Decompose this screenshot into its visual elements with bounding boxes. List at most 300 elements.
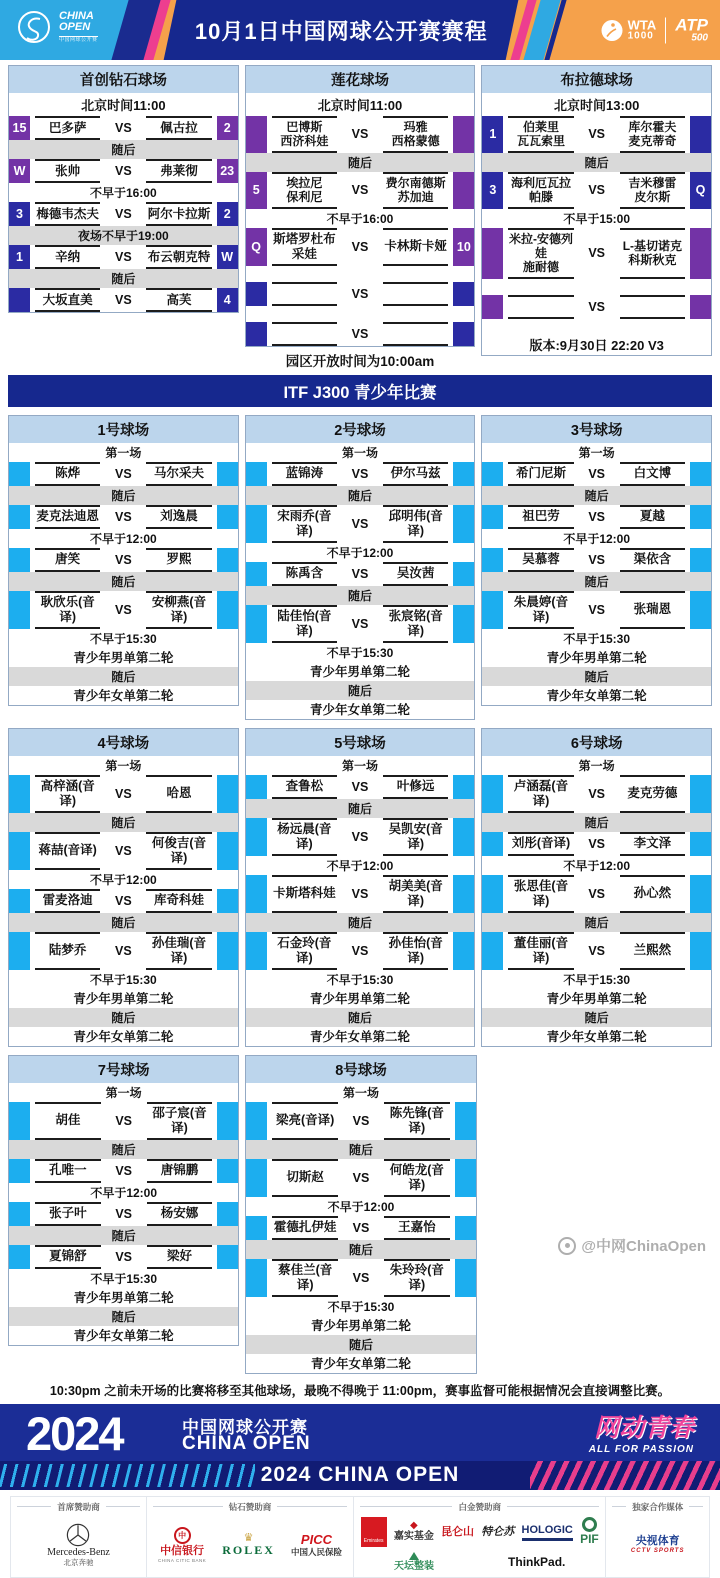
seed-badge xyxy=(9,832,30,870)
seed-badge xyxy=(482,295,503,319)
player-name: 兰熙然 xyxy=(633,943,672,958)
match-row xyxy=(246,875,475,913)
logo-line-2: OPEN xyxy=(59,21,91,34)
citic-logo xyxy=(158,1527,206,1563)
player-name: 张帅 xyxy=(55,163,81,178)
player-name: 罗熙 xyxy=(166,552,192,567)
player-names xyxy=(272,1102,338,1140)
player-names xyxy=(35,591,100,629)
separator-row: 随后 xyxy=(9,1140,238,1159)
court-header: 8号球场 xyxy=(246,1056,475,1083)
player-name: 卡斯塔科娃 xyxy=(273,886,336,901)
separator-row: 随后 xyxy=(482,572,711,591)
seed-badge xyxy=(482,775,503,813)
player-name: 胡佳 xyxy=(55,1113,81,1128)
player-name: 卢涵磊(音译) xyxy=(513,778,569,808)
junior-court-block xyxy=(481,415,712,706)
tour-logos xyxy=(600,17,708,44)
vs-label: VS xyxy=(115,552,132,567)
seed-badge xyxy=(217,548,238,572)
separator-row: 随后 xyxy=(246,681,475,700)
player-name: 大坂直美 xyxy=(42,292,93,307)
player-name: 玛雅 xyxy=(403,120,428,134)
player-name: 梁亮(音译) xyxy=(276,1113,335,1128)
schedule-footnote: 10:30pm 之前未开场的比赛将移至其他球场，最晚不得晚于 11:00pm，赛事监督可能根据情况会直接调整比赛。 xyxy=(49,1383,671,1398)
player-names xyxy=(146,548,211,572)
player-name: 皮尔斯 xyxy=(634,190,671,205)
player-name: 梅德韦杰夫 xyxy=(36,206,99,221)
event-label: 青少年男单第二轮 xyxy=(310,665,411,680)
player-name: 陆佳怡(音译) xyxy=(277,608,332,638)
match-row xyxy=(9,116,238,140)
event-label: 青少年男单第二轮 xyxy=(73,1291,174,1306)
match-row xyxy=(9,159,238,183)
separator-row: 第一场 xyxy=(9,756,238,775)
event-row xyxy=(9,648,238,667)
player-names xyxy=(147,1159,213,1183)
player-names xyxy=(146,116,211,140)
event-label: 青少年女单第二轮 xyxy=(73,689,174,704)
note-label: 版本:9月30日 22:20 V3 xyxy=(529,338,664,354)
vs-label: VS xyxy=(352,1113,370,1128)
court-header: 布拉德球场 xyxy=(482,66,711,93)
seed-badge: 1 xyxy=(9,245,30,269)
match-row xyxy=(9,505,238,529)
seed-badge xyxy=(217,1245,238,1269)
player-names xyxy=(383,228,448,266)
player-name: 张瑞恩 xyxy=(633,602,672,617)
zigzag-decor-icon xyxy=(0,1464,255,1487)
player-name: 祖巴劳 xyxy=(522,509,560,524)
sponsor-group xyxy=(11,1497,147,1577)
court-header: 3号球场 xyxy=(482,416,711,443)
seed-badge xyxy=(455,1159,476,1197)
player-names xyxy=(383,932,448,970)
separator-row: 随后 xyxy=(482,667,711,686)
event-label: 青少年女单第二轮 xyxy=(310,1357,411,1372)
seed-badge xyxy=(455,1216,476,1240)
vs-label: VS xyxy=(115,602,132,617)
junior-court-block xyxy=(8,1055,239,1346)
event-row xyxy=(246,700,475,719)
match-row xyxy=(482,775,711,813)
mercedes-logo-text: 北京奔驰 xyxy=(63,1557,94,1567)
rolex-logo-text: ROLEX xyxy=(222,1542,275,1557)
court-header: 6号球场 xyxy=(482,729,711,756)
separator-row: 随后 xyxy=(246,1140,475,1159)
player-names xyxy=(620,875,685,913)
player-names xyxy=(147,1245,213,1269)
player-names xyxy=(146,159,211,183)
player-names xyxy=(272,462,337,486)
match-row xyxy=(246,932,475,970)
harvest-diamond-icon: ◆ xyxy=(409,1520,418,1532)
separator-row: 随后 xyxy=(9,667,238,686)
tiantan-logo xyxy=(394,1552,434,1573)
itf-section-header: ITF J300 青少年比赛 xyxy=(8,375,712,407)
separator-row: 随后 xyxy=(482,486,711,505)
event-label: 青少年男单第二轮 xyxy=(546,651,647,666)
player-names xyxy=(272,505,337,543)
seed-badge xyxy=(453,172,474,209)
player-name: 陈烨 xyxy=(55,466,81,481)
seed-badge xyxy=(482,875,503,913)
player-names xyxy=(508,116,573,153)
separator-row: 随后 xyxy=(9,140,238,159)
seed-badge xyxy=(217,932,238,970)
player-name: 巴多萨 xyxy=(48,120,87,135)
player-name: 何俊吉(音译) xyxy=(151,835,207,865)
vs-label: VS xyxy=(588,602,606,617)
seed-badge xyxy=(9,462,30,486)
sponsor-logos xyxy=(153,1513,347,1575)
player-names xyxy=(383,818,448,856)
separator-row: 第一场 xyxy=(482,756,711,775)
china-open-logo xyxy=(16,9,98,45)
match-row xyxy=(9,1102,238,1140)
citic-logo-text: 中信银行 xyxy=(160,1545,205,1558)
vs-label: VS xyxy=(588,886,606,901)
event-row xyxy=(246,1316,475,1335)
seed-badge: W xyxy=(9,159,30,183)
player-names xyxy=(272,562,337,586)
seed-badge xyxy=(246,1216,267,1240)
event-label: 青少年女单第二轮 xyxy=(73,1329,174,1344)
player-names xyxy=(383,282,448,306)
seed-badge xyxy=(246,1102,267,1140)
seed-badge xyxy=(453,116,474,153)
vs-label: VS xyxy=(352,1270,370,1285)
separator-row xyxy=(246,266,475,282)
player-name: 麦克法迪恩 xyxy=(36,509,99,524)
separator-row: 不早于15:30 xyxy=(246,970,475,989)
match-row xyxy=(246,1216,475,1240)
seed-badge xyxy=(690,462,711,486)
match-row xyxy=(482,295,711,319)
seed-badge xyxy=(9,775,30,813)
seed-badge xyxy=(690,932,711,970)
player-name: 夏锦舒 xyxy=(49,1249,87,1264)
rolex-logo xyxy=(222,1533,275,1558)
player-names xyxy=(272,775,337,799)
player-names xyxy=(383,875,448,913)
seed-badge xyxy=(453,932,474,970)
court-block xyxy=(245,65,476,347)
vs-label: VS xyxy=(115,1163,133,1178)
picc-logo-text: PICC xyxy=(300,1531,332,1547)
court-header: 5号球场 xyxy=(246,729,475,756)
vs-label: VS xyxy=(351,127,369,142)
cctv-logo xyxy=(631,1535,685,1555)
page-title: 10月1日中国网球公开赛赛程 xyxy=(194,18,488,44)
telunsu-logo xyxy=(481,1526,514,1539)
citic-logo-text: CHINA CITIC BANK xyxy=(157,1557,207,1563)
player-names xyxy=(383,775,448,799)
seed-badge xyxy=(246,605,267,643)
match-row xyxy=(482,228,711,279)
seed-badge xyxy=(453,562,474,586)
kunlun-logo xyxy=(441,1526,474,1539)
player-name: 麦克劳德 xyxy=(627,786,678,801)
separator-row: 随后 xyxy=(9,1226,238,1245)
vs-label: VS xyxy=(351,286,369,301)
vs-label: VS xyxy=(588,246,606,261)
seed-badge xyxy=(9,1159,30,1183)
event-label: 青少年女单第二轮 xyxy=(310,1030,411,1045)
player-name: 巴博斯 xyxy=(286,120,323,134)
player-names xyxy=(384,1216,450,1240)
seed-badge: 23 xyxy=(217,159,238,183)
match-row xyxy=(246,605,475,643)
vs-label: VS xyxy=(115,1206,133,1221)
player-names xyxy=(35,1102,101,1140)
player-name: 吴慕蓉 xyxy=(522,552,560,567)
cctv-logo-text: CCTV SPORTS xyxy=(630,1547,685,1554)
court-block xyxy=(8,65,239,313)
player-names xyxy=(620,172,685,209)
seed-badge xyxy=(482,228,503,279)
separator-row: 第一场 xyxy=(9,443,238,462)
match-row xyxy=(9,288,238,312)
player-name: 阿尔卡拉斯 xyxy=(147,206,211,221)
match-row xyxy=(246,1102,475,1140)
player-name: 麦克蒂奇 xyxy=(628,134,677,149)
player-names xyxy=(383,605,448,643)
separator-row: 不早于12:00 xyxy=(9,1183,238,1202)
player-name: 宋雨乔(音译) xyxy=(277,508,332,538)
separator-row: 第一场 xyxy=(9,1083,238,1102)
player-names xyxy=(508,875,573,913)
match-row xyxy=(246,505,475,543)
match-row xyxy=(246,775,475,799)
seed-badge xyxy=(9,932,30,970)
seed-badge xyxy=(246,322,267,346)
seed-badge xyxy=(217,775,238,813)
event-row xyxy=(9,1027,238,1046)
player-name: 梁好 xyxy=(167,1249,193,1264)
citic-logo-icon: 中 xyxy=(174,1527,191,1544)
match-row xyxy=(482,875,711,913)
junior-court-block xyxy=(245,1055,476,1374)
player-name: 张宸铭(音译) xyxy=(388,608,443,638)
player-names xyxy=(620,116,685,153)
player-name: 唐锦鹏 xyxy=(160,1163,199,1178)
player-names xyxy=(272,875,337,913)
separator-row: 不早于16:00 xyxy=(9,183,238,202)
player-names xyxy=(272,1216,338,1240)
vs-label: VS xyxy=(351,943,369,958)
player-name: 吴凯安(音译) xyxy=(388,821,443,851)
vs-label: VS xyxy=(115,1113,133,1128)
player-name: 伊尔马兹 xyxy=(390,466,441,481)
player-names xyxy=(508,172,573,209)
event-row xyxy=(482,1027,711,1046)
banner-text: 2024 CHINA OPEN xyxy=(260,1463,460,1487)
vs-label: VS xyxy=(115,293,132,307)
player-name: 朱晨婷(音译) xyxy=(513,594,569,624)
seed-badge xyxy=(246,505,267,543)
player-names xyxy=(508,228,573,279)
player-name: 伯莱里 xyxy=(523,120,560,134)
pif-logo xyxy=(580,1517,599,1547)
vs-label: VS xyxy=(115,121,132,135)
match-row xyxy=(246,1159,475,1197)
player-names xyxy=(620,548,685,572)
player-names xyxy=(146,505,211,529)
player-names xyxy=(272,1159,338,1197)
player-name: 孙心然 xyxy=(633,886,672,901)
player-names xyxy=(620,505,685,529)
seed-badge xyxy=(690,505,711,529)
seed-badge xyxy=(453,282,474,306)
player-name: 耿欣乐(音译) xyxy=(40,594,95,624)
player-name: 张思佳(音译) xyxy=(513,878,569,908)
vs-label: VS xyxy=(352,1220,370,1235)
player-names xyxy=(35,159,100,183)
player-name: 刘彤(音译) xyxy=(511,836,571,851)
player-name: 吉米穆雷 xyxy=(628,175,677,190)
camera-icon xyxy=(558,1237,576,1255)
seed-badge xyxy=(9,1102,30,1140)
vs-label: VS xyxy=(115,1249,133,1264)
court-under-note: 园区开放时间为10:00am xyxy=(285,353,435,369)
separator-row: 不早于15:30 xyxy=(246,1297,475,1316)
player-names xyxy=(272,172,337,209)
sponsor-group-title: 白金赞助商 xyxy=(360,1501,599,1513)
player-name: L-基切诺克 xyxy=(622,238,683,253)
logo-divider xyxy=(665,17,666,43)
vs-label: VS xyxy=(588,836,606,851)
seed-badge xyxy=(9,1202,30,1226)
seed-badge: 10 xyxy=(453,228,474,266)
junior-court-block xyxy=(8,728,239,1047)
seed-badge xyxy=(482,462,503,486)
player-names xyxy=(620,462,685,486)
event-label: 青少年女单第二轮 xyxy=(546,689,647,704)
tiantan-logo-text: 天坛整装 xyxy=(394,1561,435,1573)
vs-label: VS xyxy=(351,566,369,581)
player-names xyxy=(35,1159,101,1183)
brand-year: 2024 xyxy=(26,1406,123,1460)
vs-label: VS xyxy=(115,893,132,908)
seed-badge xyxy=(246,562,267,586)
separator-row: 不早于15:30 xyxy=(482,629,711,648)
separator-row: 不早于12:00 xyxy=(482,856,711,875)
vs-label: VS xyxy=(351,779,369,794)
player-names xyxy=(35,202,100,226)
player-name: 弗莱彻 xyxy=(160,163,198,178)
harvest-logo-text: 嘉实基金 xyxy=(393,1531,434,1543)
seed-badge xyxy=(453,462,474,486)
player-names xyxy=(508,505,573,529)
player-name: 李文泽 xyxy=(633,836,672,851)
junior-courts-row-2 xyxy=(0,728,720,1047)
separator-row: 不早于15:30 xyxy=(9,1269,238,1288)
court-header: 首创钻石球场 xyxy=(9,66,238,93)
seed-badge xyxy=(482,505,503,529)
telunsu-logo-text: 特仑苏 xyxy=(481,1525,515,1538)
sponsor-group-title: 独家合作媒体 xyxy=(612,1501,703,1513)
player-names xyxy=(508,832,573,856)
wta-1000-logo xyxy=(600,18,657,42)
event-row xyxy=(9,686,238,705)
seed-badge xyxy=(482,932,503,970)
player-name: 霍德扎伊娃 xyxy=(273,1220,337,1235)
player-name: 埃拉尼 xyxy=(286,175,323,190)
player-name: 邵子宸(音译) xyxy=(152,1105,207,1135)
event-row xyxy=(246,989,475,1008)
separator-row: 不早于12:00 xyxy=(482,529,711,548)
match-row xyxy=(482,462,711,486)
player-name: 何皓龙(音译) xyxy=(389,1162,444,1192)
wta-wordmark xyxy=(628,19,657,42)
separator-row: 不早于15:30 xyxy=(246,643,475,662)
player-name: 王嘉怡 xyxy=(398,1220,436,1235)
seed-badge xyxy=(453,322,474,346)
match-row xyxy=(9,932,238,970)
seed-badge xyxy=(690,832,711,856)
match-row xyxy=(482,832,711,856)
seed-badge: 5 xyxy=(246,172,267,209)
player-names xyxy=(147,1102,213,1140)
wta-level: 1000 xyxy=(627,30,654,42)
court-header: 7号球场 xyxy=(9,1056,238,1083)
header-banner xyxy=(0,0,720,60)
event-label: 青少年女单第二轮 xyxy=(310,703,411,718)
player-names xyxy=(384,1102,450,1140)
court-block xyxy=(481,65,712,356)
match-row xyxy=(246,562,475,586)
player-name: 辛纳 xyxy=(55,249,81,264)
match-row xyxy=(482,505,711,529)
player-names xyxy=(383,462,448,486)
seed-badge xyxy=(482,832,503,856)
player-name: 雷麦洛迪 xyxy=(42,893,93,908)
player-name: 渠依含 xyxy=(633,552,672,567)
picc-logo-text: 中国人民保险 xyxy=(290,1546,342,1557)
vs-label: VS xyxy=(351,829,369,844)
player-names xyxy=(35,932,100,970)
player-names xyxy=(620,932,685,970)
vs-label: VS xyxy=(115,466,132,481)
separator-row xyxy=(482,319,711,335)
player-name: 张子叶 xyxy=(49,1206,87,1221)
separator-row: 随后 xyxy=(9,486,238,505)
player-name: 米拉-安德列娃 xyxy=(509,231,574,260)
player-names xyxy=(35,462,100,486)
event-row xyxy=(246,662,475,681)
match-row xyxy=(246,116,475,153)
event-label: 青少年男单第二轮 xyxy=(546,992,647,1007)
match-row xyxy=(9,889,238,913)
time-row: 北京时间11:00 xyxy=(246,93,475,116)
player-name: 安柳燕(音译) xyxy=(151,594,207,624)
atp-level: 500 xyxy=(691,32,708,44)
court-column xyxy=(8,65,239,313)
brand-band xyxy=(0,1404,720,1490)
seed-badge: 1 xyxy=(482,116,503,153)
seed-badge xyxy=(453,818,474,856)
seed-badge xyxy=(690,295,711,319)
match-row xyxy=(482,116,711,153)
player-names xyxy=(508,775,573,813)
vs-label: VS xyxy=(588,552,606,567)
vs-label: VS xyxy=(351,516,369,531)
player-names xyxy=(35,548,100,572)
vs-label: VS xyxy=(351,183,369,198)
player-names xyxy=(508,295,573,319)
player-names xyxy=(35,832,100,870)
